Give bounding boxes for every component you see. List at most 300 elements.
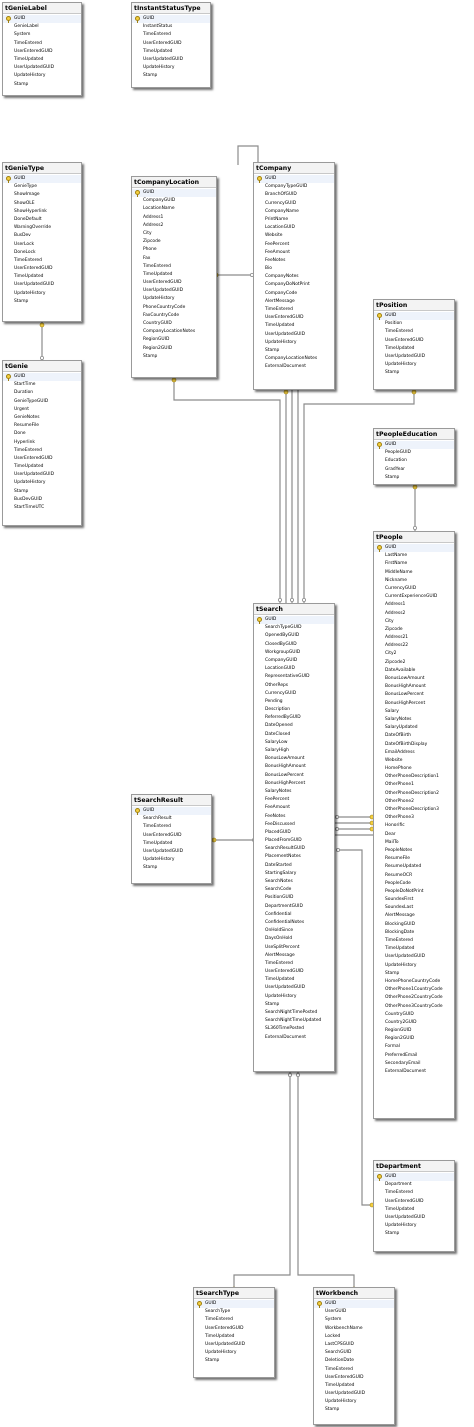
field-name: Position [385,321,403,327]
field-name: PlacementNotes [265,854,301,860]
infinity-end-icon [288,1073,291,1076]
field-name: FeePercent [265,797,290,803]
table-tinstantstatustype[interactable] [131,2,211,88]
table-title: tInstantStatusType [132,3,210,14]
field-row [254,796,334,804]
field-name: UserUpdatedGUID [385,353,425,359]
field-list [3,372,81,512]
field-row [254,878,334,886]
primary-key-field [3,175,81,183]
field-name: UserEnteredGUID [143,832,182,838]
field-row [3,447,81,455]
field-row [194,1308,274,1316]
field-row [132,255,216,263]
field-name: OtherPhone2 [385,798,414,804]
field-name: FaxCountryCode [143,312,180,318]
field-row [254,894,334,902]
field-name: SecondaryEmail [385,1060,421,1066]
field-row [3,381,81,389]
field-name: Nickname [385,577,407,583]
field-list [132,188,216,361]
field-name: ShowHyperlink [14,208,47,214]
field-row [132,271,216,279]
field-row [254,837,334,845]
field-name: SearchResult [143,816,172,822]
field-row [194,1316,274,1324]
field-row [314,1398,394,1406]
field-name: ExternalDocument [265,1034,306,1040]
field-name: Education [385,458,407,464]
table-tcompany[interactable] [253,162,335,390]
field-row [374,1027,454,1035]
field-row [374,683,454,691]
table-title: tWorkbench [314,1288,394,1299]
field-row [374,457,454,465]
field-name: GUID [14,16,26,21]
field-row [3,430,81,438]
field-name: RegionGUID [143,337,170,343]
field-name: TimeEntered [265,960,293,966]
field-name: Stamp [14,488,29,494]
field-name: SearchCode [265,887,292,893]
field-name: Bio [265,266,272,272]
field-row [3,64,81,72]
field-name: Locked [325,1333,341,1339]
table-tgenielabel[interactable] [2,2,82,96]
field-row [254,290,334,298]
infinity-end-icon [296,1073,299,1076]
field-name: BonusLowPercent [385,692,424,698]
field-name: PhoneCountryCode [143,304,186,310]
field-name: CurrencyGUID [385,585,417,591]
key-end-icon [212,838,216,842]
field-name: MailTo [385,839,399,845]
field-name: TimeUpdated [143,48,173,54]
field-row [132,336,216,344]
field-row [374,320,454,328]
infinity-end-icon [278,598,281,601]
field-row [374,708,454,716]
field-name: TimeUpdated [265,977,295,983]
field-name: PreferredEmail [385,1052,418,1058]
field-name: UserUpdatedGUID [14,65,54,71]
field-name: SL360TimePosted [265,1026,305,1032]
primary-key-field [132,807,211,815]
field-name: ResumeFile [14,423,39,429]
field-name: OnHoldSince [265,928,294,934]
field-name: GUID [385,313,397,318]
primary-key-field [194,1300,274,1308]
field-name: TimeUpdated [385,1206,415,1212]
field-row [374,1060,454,1068]
field-name: Stamp [265,347,280,353]
primary-key-icon [317,1301,322,1306]
field-name: FeeNotes [265,257,286,263]
field-name: PeopleGUID [385,450,411,456]
field-name: OtherPhone1 [385,782,414,788]
field-row [132,197,216,205]
field-row [374,1068,454,1076]
field-name: HomePhone [385,766,412,772]
field-row [132,856,211,864]
field-name: SearchTypeGUID [265,625,302,631]
primary-key-icon [135,808,140,813]
field-name: UpdateHistory [14,73,46,79]
field-name: CountryGUID [143,321,172,326]
infinity-end-icon [413,526,416,529]
primary-key-field [254,175,334,183]
table-tsearchtype[interactable] [193,1287,275,1378]
field-name: GUID [143,16,155,21]
field-name: Address1 [385,602,406,608]
field-row [254,960,334,968]
field-name: SearchGUID [325,1350,352,1356]
field-name: ResumeUpdated [385,864,422,870]
field-row [3,406,81,414]
field-name: TimeUpdated [325,1382,355,1388]
field-row [254,813,334,821]
field-row [374,912,454,920]
field-name: Region2GUID [385,1036,415,1042]
field-name: InstantStatus [143,24,173,30]
primary-key-field [3,15,81,23]
field-row [374,863,454,871]
field-list [132,14,210,81]
table-tpeople[interactable] [373,531,455,1119]
field-name: Stamp [385,970,400,976]
field-name: UserEnteredGUID [385,1198,424,1204]
field-row [374,962,454,970]
field-name: SearchNightTimeUpdated [265,1018,322,1024]
field-name: City2 [385,651,397,657]
field-name: SalaryUpdated [385,725,418,731]
field-row [3,273,81,281]
field-row [374,839,454,847]
field-name: CompanyDoNotPrint [265,282,310,288]
field-name: UseSplitPercent [265,944,300,950]
table-tposition[interactable] [373,299,455,390]
field-row [374,781,454,789]
field-row [194,1357,274,1365]
field-list [194,1299,274,1366]
field-row [3,290,81,298]
field-row [254,845,334,853]
field-name: FeeNotes [265,813,286,819]
field-name: Zipcode [143,239,161,245]
field-row [374,1198,454,1206]
field-row [254,952,334,960]
field-row [132,23,210,31]
field-row [3,48,81,56]
field-name: StartTime [14,382,36,388]
primary-key-field [132,189,216,197]
field-name: GUID [14,176,26,181]
table-tgenie[interactable] [2,360,82,526]
field-row [3,298,81,306]
field-name: Stamp [385,370,400,376]
field-row [374,369,454,377]
primary-key-icon [197,1301,202,1306]
field-row [254,763,334,771]
primary-key-field [374,312,454,320]
field-name: BonusHighAmount [265,764,306,770]
field-row [254,1034,334,1042]
field-row [254,1001,334,1009]
field-name: DateStarted [265,862,292,868]
field-row [254,821,334,829]
table-tworkbench[interactable] [313,1287,395,1425]
field-name: Stamp [205,1358,220,1364]
field-name: WarningOverride [14,225,52,231]
field-row [374,831,454,839]
field-name: CompanyLocationNotes [143,329,196,335]
field-name: GUID [385,1174,397,1179]
field-name: TimeEntered [143,32,171,38]
field-row [254,347,334,355]
field-name: DaysOnHold [265,936,293,942]
field-name: Stamp [143,353,158,359]
table-tcompanylocation[interactable] [131,176,217,378]
field-row [254,249,334,257]
field-name: ShowImage [14,192,40,198]
field-name: SearchType [205,1309,231,1315]
field-name: CompanyGUID [265,657,298,663]
field-row [314,1406,394,1414]
field-name: Dear [385,831,396,837]
field-row [254,829,334,837]
field-name: UserGUID [325,1309,347,1315]
field-row [254,224,334,232]
field-name: UpdateHistory [14,290,46,296]
field-row [374,945,454,953]
field-name: TimeEntered [325,1366,353,1372]
field-name: PositionGUID [265,895,294,901]
table-tsearchresult[interactable] [131,794,212,884]
field-row [374,929,454,937]
field-row [132,40,210,48]
field-name: SearchNotes [265,879,293,884]
primary-key-field [3,373,81,381]
field-name: DateAvailable [385,667,416,673]
field-row [132,205,216,213]
key-end-icon [40,323,44,327]
field-row [314,1325,394,1333]
primary-key-icon [377,545,382,550]
field-name: PeopleCode [385,880,411,886]
key-end-icon [413,485,417,489]
field-name: BranchOfGUID [265,192,297,198]
field-row [132,279,216,287]
field-row [314,1390,394,1398]
field-name: Phone [143,247,157,253]
field-row [254,273,334,281]
field-name: Address21 [385,635,409,641]
field-row [254,208,334,216]
field-row [254,363,334,371]
field-row [374,986,454,994]
field-row [132,56,210,64]
field-row [374,1230,454,1238]
field-name: Stamp [143,73,158,79]
field-name: SalaryNotes [385,716,412,722]
field-row [254,241,334,249]
field-name: OtherPhone3CountryCode [385,1003,443,1009]
field-name: Confidential [265,911,292,917]
field-row [254,355,334,363]
field-row [374,1003,454,1011]
primary-key-icon [135,190,140,195]
field-name: GUID [143,190,155,195]
field-name: PlacedFromGUID [265,838,302,844]
infinity-end-icon [290,598,293,601]
field-name: FeeAmount [265,805,290,811]
field-name: Description [265,707,291,713]
field-name: Pending [265,698,283,704]
primary-key-icon [377,313,382,318]
field-name: CurrencyGUID [265,690,297,696]
field-row [3,216,81,224]
field-name: PeopleDoNotPrint [385,888,424,894]
field-name: GUID [14,374,26,379]
table-tdepartment[interactable] [373,1160,455,1252]
table-title: tPeopleEducation [374,429,454,440]
field-row [254,853,334,861]
field-name: TimeUpdated [205,1333,235,1339]
field-row [132,840,211,848]
table-tgenietype[interactable] [2,162,82,322]
field-row [374,449,454,457]
field-name: City [143,230,152,236]
field-row [254,673,334,681]
field-row [3,455,81,463]
field-row [374,921,454,929]
field-row [132,815,211,823]
field-row [254,698,334,706]
field-name: Address22 [385,643,409,649]
field-name: OpenedByGUID [265,633,300,639]
field-row [374,1011,454,1019]
field-row [374,618,454,626]
field-list [314,1299,394,1415]
primary-key-icon [6,374,11,379]
field-row [3,224,81,232]
field-row [254,747,334,755]
field-name: UpdateHistory [385,362,417,368]
field-list [132,806,211,873]
field-name: SoundexFirst [385,897,414,903]
field-name: Stamp [265,1001,280,1007]
field-name: Region2GUID [143,345,173,351]
table-tsearch[interactable] [253,603,335,1072]
field-name: FeeAmount [265,249,290,255]
field-row [194,1333,274,1341]
field-row [374,337,454,345]
field-row [374,353,454,361]
field-row [254,903,334,911]
primary-key-field [374,1173,454,1181]
field-row [3,191,81,199]
primary-key-field [254,616,334,624]
field-row [374,1222,454,1230]
field-name: UpdateHistory [205,1350,237,1356]
field-row [374,953,454,961]
field-name: EmailAddress [385,749,415,755]
field-name: Website [385,757,403,763]
field-name: UpdateHistory [265,339,297,345]
field-row [254,772,334,780]
field-name: OtherPhone3 [385,815,414,821]
field-name: TimeEntered [385,329,413,335]
field-row [374,741,454,749]
primary-key-field [314,1300,394,1308]
field-name: UserEnteredGUID [14,48,53,54]
field-name: TimeEntered [14,40,42,46]
field-row [132,832,211,840]
field-row [374,757,454,765]
table-tpeopleeducation[interactable] [373,428,455,485]
field-row [254,331,334,339]
field-row [132,31,210,39]
field-name: GUID [385,442,397,447]
field-row [254,755,334,763]
field-name: OtherReps [265,682,289,688]
field-row [374,798,454,806]
field-row [374,675,454,683]
field-row [3,31,81,39]
field-row [374,1206,454,1214]
field-name: BusDev [14,233,31,239]
field-name: DateClosed [265,731,291,737]
field-row [374,474,454,482]
field-name: DateOfBirthDisplay [385,741,428,747]
field-name: TimeUpdated [385,946,415,952]
field-row [254,1025,334,1033]
field-row [132,230,216,238]
field-name: Zipcode [385,626,403,632]
field-name: BonusLowPercent [265,772,304,778]
rel-workbench-search [298,1072,354,1287]
field-name: TimeEntered [143,824,171,830]
field-name: Hyperlink [14,439,35,445]
field-name: TimeUpdated [14,464,44,470]
field-row [3,496,81,504]
field-name: Department [385,1182,412,1188]
field-name: UserUpdatedGUID [143,56,183,62]
field-row [374,328,454,336]
field-row [132,864,211,872]
field-row [254,870,334,878]
field-name: TimeEntered [265,307,293,312]
field-name: OtherPhone1CountryCode [385,987,443,993]
rel-searchtype-search [234,1072,290,1287]
field-name: LocationName [143,206,175,212]
field-name: Duration [14,390,34,396]
field-name: CompanyTypeGUID [265,184,308,190]
field-name: GUID [265,617,277,622]
field-name: TimeUpdated [14,56,44,62]
key-end-icon [172,378,176,382]
field-name: ClosedByGUID [265,641,297,647]
field-row [3,398,81,406]
field-row [374,822,454,830]
table-title: tSearchType [194,1288,274,1299]
field-name: AlertMessage [265,952,295,958]
field-name: DoneLock [14,249,36,255]
field-name: Honorific [385,823,405,829]
field-name: ReferredByGUID [265,715,301,721]
field-name: CompanyName [265,208,299,214]
field-row [254,322,334,330]
